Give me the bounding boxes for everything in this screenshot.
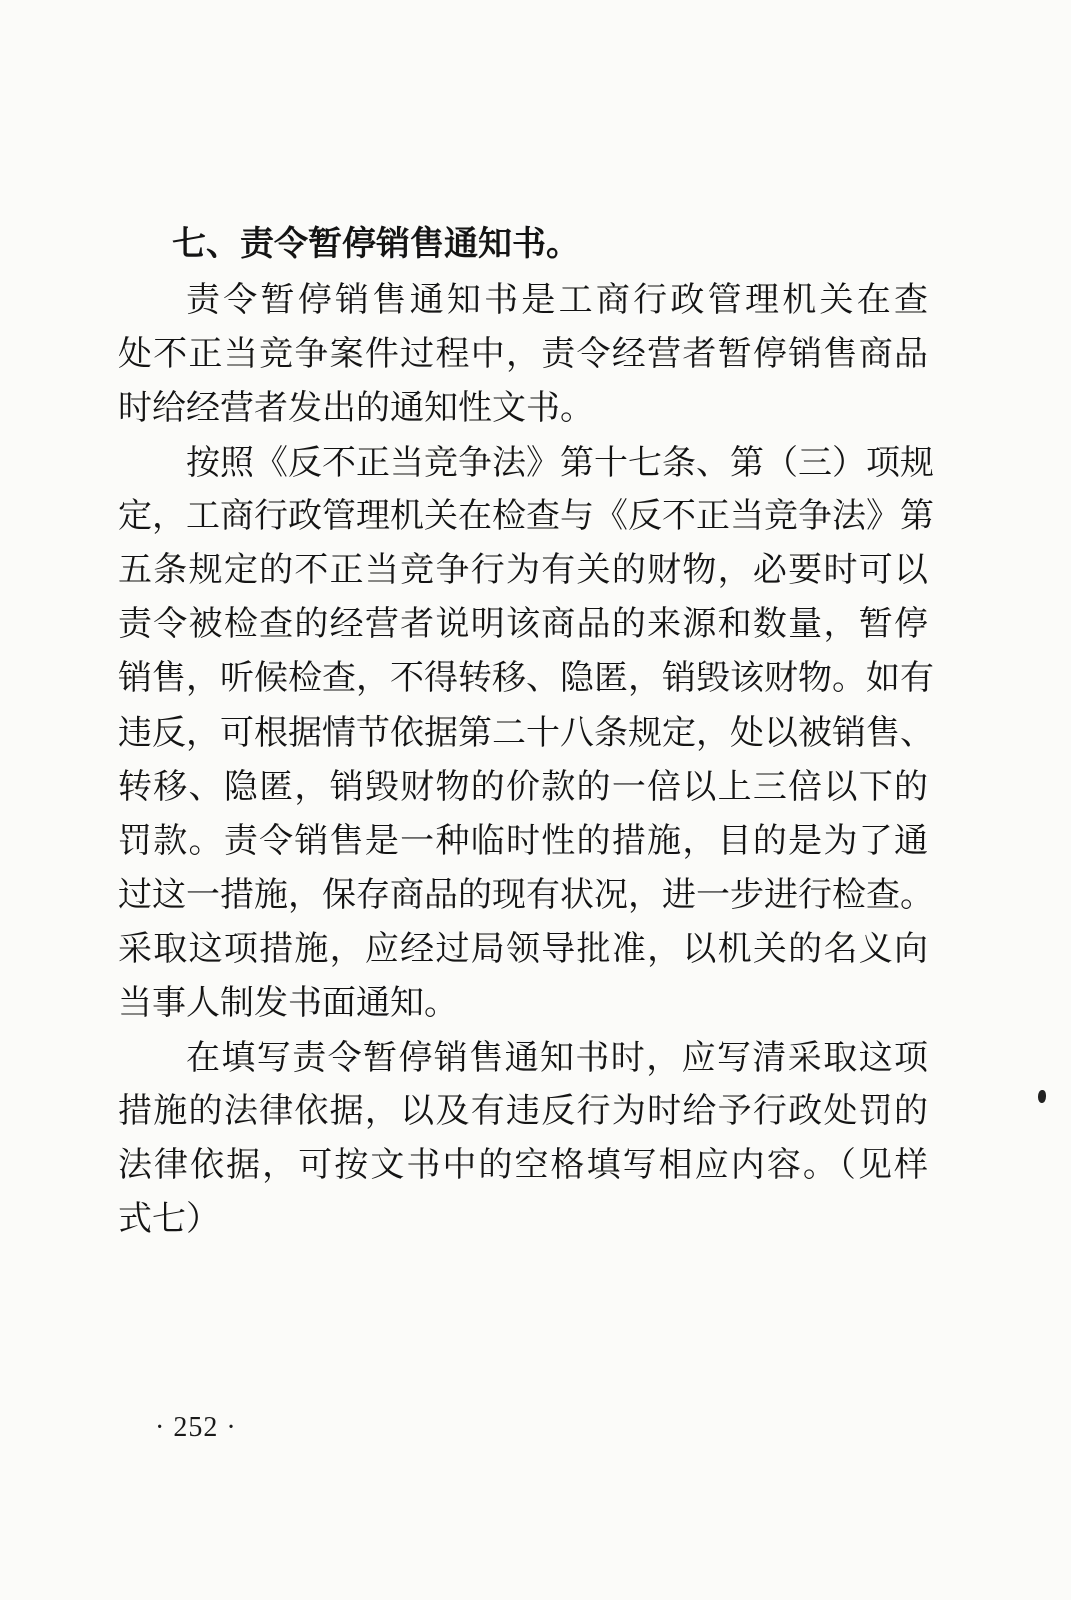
paragraph-2-line-1: 按照《反不正当竞争法》第十七条、第（三）项规 — [186, 443, 934, 483]
paragraph-2-line-6: 违反，可根据情节依据第二十八条规定，处以被销售、 — [118, 713, 934, 753]
paragraph-2-line-10: 采取这项措施，应经过局领导批准，以机关的名义向 — [118, 929, 928, 969]
paragraph-2-line-2: 定，工商行政管理机关在检查与《反不正当竞争法》第 — [118, 496, 934, 536]
paragraph-2-line-9: 过这一措施，保存商品的现有状况，进一步进行检查。 — [118, 875, 934, 915]
paragraph-1-line-3: 时给经营者发出的通知性文书。 — [118, 388, 594, 428]
page-number: · 252 · — [155, 1412, 237, 1443]
paragraph-1-line-2: 处不正当竞争案件过程中，责令经营者暂停销售商品 — [118, 334, 928, 374]
paragraph-2-line-11: 当事人制发书面通知。 — [118, 983, 458, 1023]
paragraph-2-line-5: 销售，听候检查，不得转移、隐匿，销毁该财物。如有 — [118, 658, 934, 698]
paragraph-2-line-7: 转移、隐匿，销毁财物的价款的一倍以上三倍以下的 — [118, 767, 928, 807]
paragraph-2-line-4: 责令被检查的经营者说明该商品的来源和数量，暂停 — [118, 604, 928, 644]
paragraph-3-line-3: 法律依据，可按文书中的空格填写相应内容。（见样 — [118, 1145, 928, 1185]
paragraph-2-line-8: 罚款。责令销售是一种临时性的措施，目的是为了通 — [118, 821, 928, 861]
paragraph-3-line-2: 措施的法律依据，以及有违反行为时给予行政处罚的 — [118, 1091, 928, 1131]
paragraph-3-line-4: 式七） — [118, 1199, 220, 1239]
paragraph-3-line-1: 在填写责令暂停销售通知书时，应写清采取这项 — [186, 1038, 928, 1078]
section-heading: 七、责令暂停销售通知书。 — [172, 224, 580, 264]
paragraph-2-line-3: 五条规定的不正当竞争行为有关的财物，必要时可以 — [118, 550, 928, 590]
ink-speck — [1038, 1090, 1046, 1103]
paragraph-1-line-1: 责令暂停销售通知书是工商行政管理机关在查 — [186, 280, 928, 320]
